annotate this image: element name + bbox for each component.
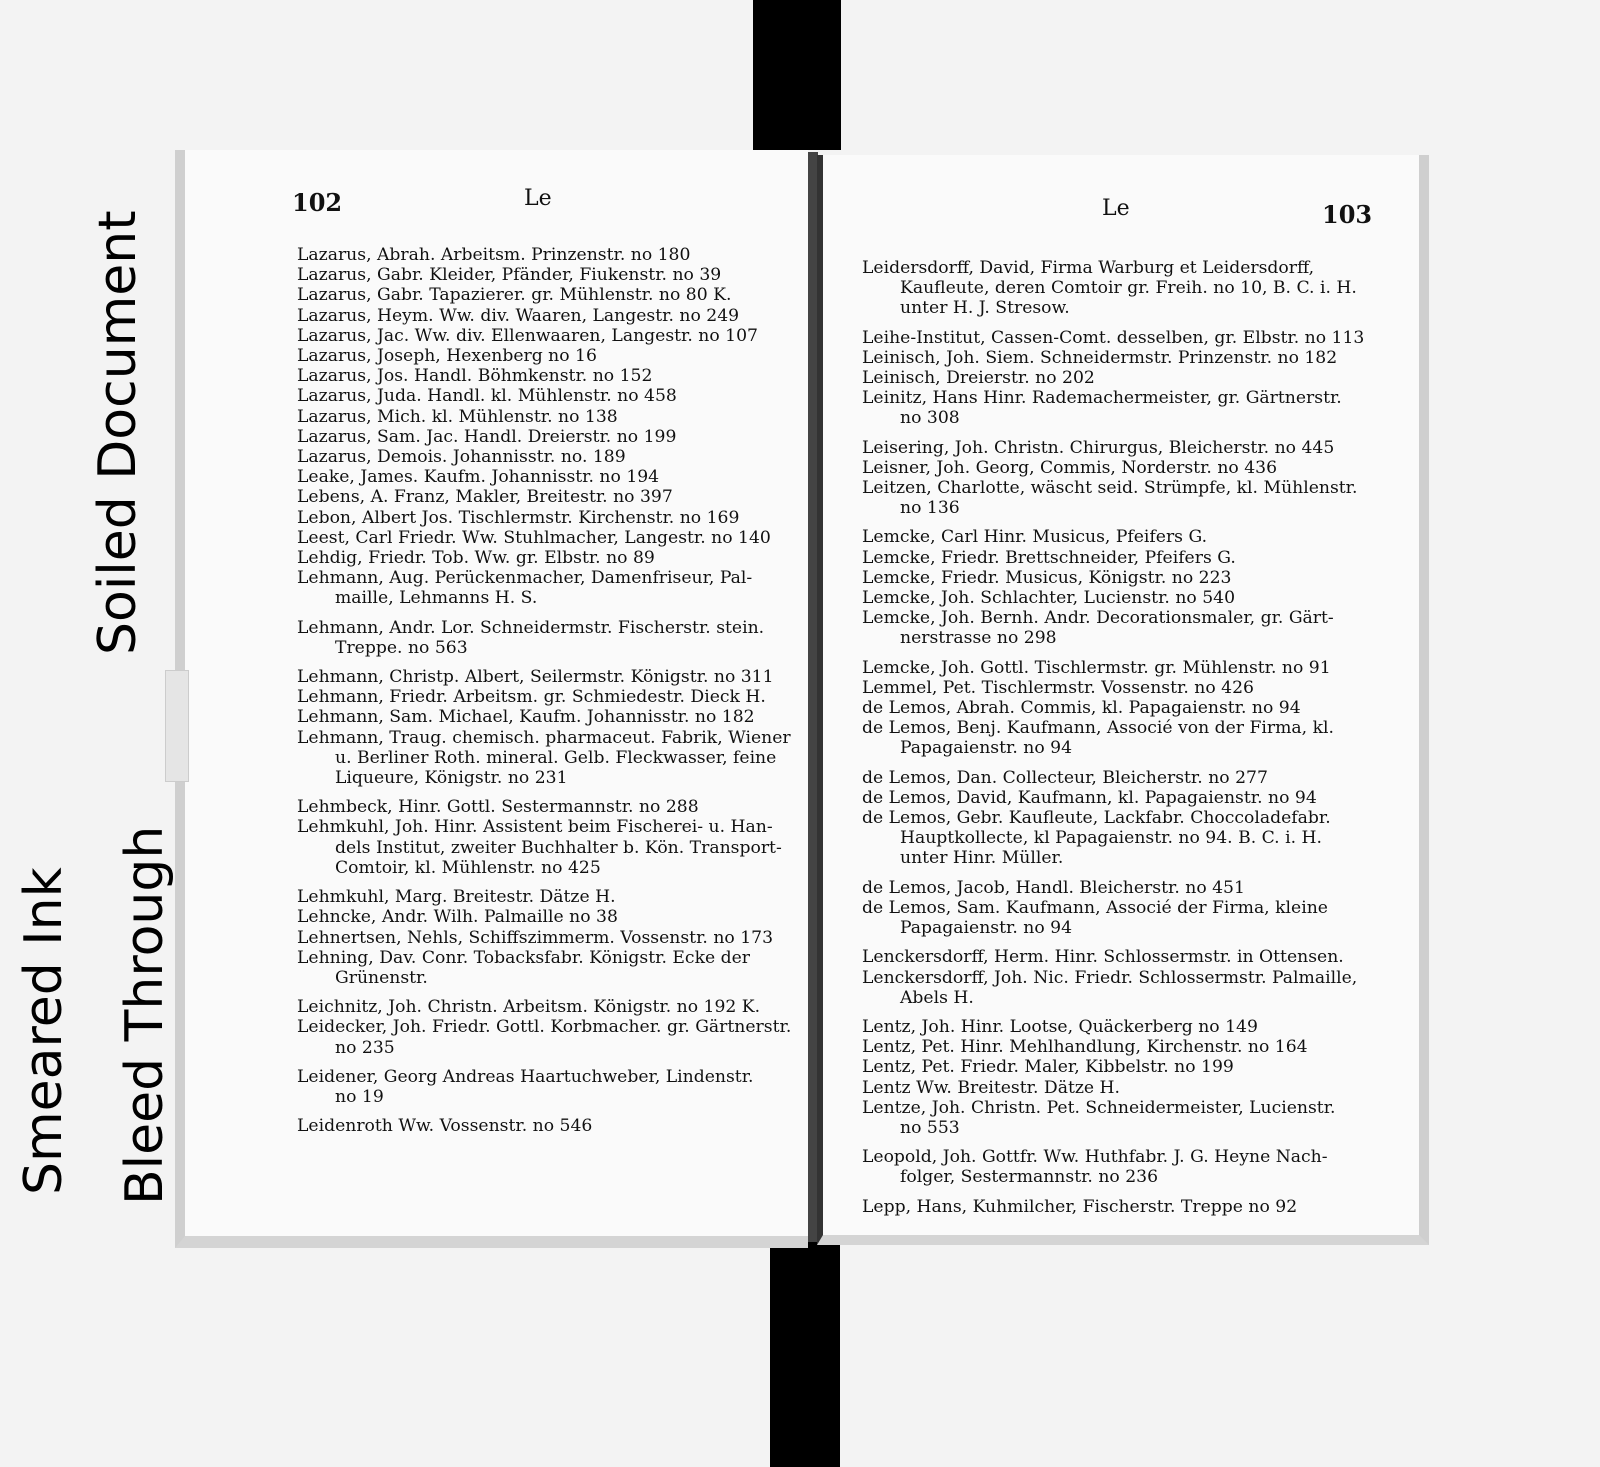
directory-entry: Lentz, Pet. Hinr. Mehlhandlung, Kirchenstr. no 164 xyxy=(862,1037,1308,1058)
directory-entry: Leest, Carl Friedr. Ww. Stuhlmacher, Langestr. no 140 xyxy=(297,527,771,548)
directory-entry: Lemmel, Pet. Tischlermstr. Vossenstr. no 426 xyxy=(862,677,1254,698)
directory-entry: Leidersdorff, David, Firma Warburg et Leidersdorff, xyxy=(862,258,1315,278)
directory-entry: Lehdig, Friedr. Tob. Ww. gr. Elbstr. no 89 xyxy=(297,548,655,569)
directory-entry: Leisner, Joh. Georg, Commis, Norderstr. no 436 xyxy=(862,457,1278,478)
directory-entry: Leinitz, Hans Hinr. Rademachermeister, gr. Gärtnerstr. xyxy=(862,388,1342,409)
directory-entry: Lepp, Hans, Kuhmilcher, Fischerstr. Treppe no 92 xyxy=(862,1196,1298,1217)
directory-entry: Lehning, Dav. Conr. Tobacksfabr. Königstr. Ecke der xyxy=(297,947,751,968)
directory-entry: de Lemos, David, Kaufmann, kl. Papagaienstr. no 94 xyxy=(862,787,1317,808)
directory-entry: Lazarus, Heym. Ww. div. Waaren, Langestr. no 249 xyxy=(297,305,740,326)
directory-entry: Leinisch, Dreierstr. no 202 xyxy=(862,368,1095,389)
directory-entry: Lazarus, Jac. Ww. div. Ellenwaaren, Langestr. no 107 xyxy=(297,325,758,346)
directory-entry: Leidecker, Joh. Friedr. Gottl. Korbmacher. gr. Gärtnerstr. xyxy=(297,1017,792,1038)
directory-entry: Lemcke, Carl Hinr. Musicus, Pfeifers G. xyxy=(862,527,1208,548)
directory-entry: Leidenroth Ww. Vossenstr. no 546 xyxy=(297,1116,593,1137)
directory-entry: Lebon, Albert Jos. Tischlermstr. Kirchenstr. no 169 xyxy=(297,507,740,528)
left-page-number: 102 xyxy=(292,188,343,217)
directory-entry: Lazarus, Joseph, Hexenberg no 16 xyxy=(297,346,597,367)
directory-entry: Leisering, Joh. Christn. Chirurgus, Bleicherstr. no 445 xyxy=(862,437,1335,458)
directory-entry: Lehmbeck, Hinr. Gottl. Sestermannstr. no 288 xyxy=(297,797,699,818)
directory-entry-continuation: Papagaienstr. no 94 xyxy=(900,918,1073,939)
directory-entry-continuation: dels Institut, zweiter Buchhalter b. Kön. Transport- xyxy=(335,837,782,858)
left-running-head: Le xyxy=(524,186,552,211)
directory-entry-continuation: Grünenstr. xyxy=(335,967,428,988)
left-entry-list xyxy=(297,245,797,1136)
directory-entry: Leake, James. Kaufm. Johannisstr. no 194 xyxy=(297,467,660,488)
directory-entry: Lehmann, Sam. Michael, Kaufm. Johannisstr. no 182 xyxy=(297,707,755,728)
binding-strip-top xyxy=(753,0,841,150)
directory-entry: Lehmkuhl, Marg. Breitestr. Dätze H. xyxy=(297,887,616,908)
directory-entry: Leihe-Institut, Cassen-Comt. desselben, gr. Elbstr. no 113 xyxy=(862,327,1365,348)
directory-entry-continuation: u. Berliner Roth. mineral. Gelb. Fleckwasser, feine xyxy=(335,747,777,768)
directory-entry-continuation: unter Hinr. Müller. xyxy=(900,848,1064,869)
directory-entry-continuation: no 553 xyxy=(900,1117,960,1138)
directory-entry: de Lemos, Jacob, Handl. Bleicherstr. no 451 xyxy=(862,877,1245,898)
directory-entry: Leopold, Joh. Gottfr. Ww. Huthfabr. J. G. Heyne Nach- xyxy=(862,1147,1328,1168)
directory-entry-continuation: Kaufleute, deren Comtoir gr. Freih. no 10, B. C. i. H. xyxy=(900,278,1357,299)
directory-entry: Lazarus, Gabr. Kleider, Pfänder, Fiukenstr. no 39 xyxy=(297,265,722,286)
directory-entry-continuation: unter H. J. Stresow. xyxy=(900,298,1070,319)
directory-entry-continuation: Hauptkollecte, kl Papagaienstr. no 94. B. C. i. H. xyxy=(900,828,1322,849)
directory-entry: Leidener, Georg Andreas Haartuchweber, Lindenstr. xyxy=(297,1066,754,1087)
directory-entry: de Lemos, Benj. Kaufmann, Associé von der Firma, kl. xyxy=(862,718,1334,739)
directory-entry: Lemcke, Joh. Schlachter, Lucienstr. no 540 xyxy=(862,588,1236,609)
directory-entry: Lehmann, Christp. Albert, Seilermstr. Königstr. no 311 xyxy=(297,667,774,688)
directory-entry: Lazarus, Juda. Handl. kl. Mühlenstr. no 458 xyxy=(297,386,677,407)
directory-entry: Lehnertsen, Nehls, Schiffszimmerm. Vossenstr. no 173 xyxy=(297,927,774,948)
directory-entry: Lentz, Pet. Friedr. Maler, Kibbelstr. no 199 xyxy=(862,1057,1234,1078)
directory-entry-continuation: Treppe. no 563 xyxy=(335,637,468,658)
directory-entry: de Lemos, Sam. Kaufmann, Associé der Firma, kleine xyxy=(862,897,1328,918)
directory-entry: Lebens, A. Franz, Makler, Breitestr. no 397 xyxy=(297,487,673,508)
directory-entry-continuation: Abels H. xyxy=(900,987,974,1008)
right-running-head: Le xyxy=(1102,196,1130,221)
directory-entry-continuation: folger, Sestermannstr. no 236 xyxy=(900,1167,1159,1188)
directory-entry: Lazarus, Jos. Handl. Böhmkenstr. no 152 xyxy=(297,366,653,387)
directory-entry-continuation: no 235 xyxy=(335,1037,395,1058)
directory-entry: Lentz, Joh. Hinr. Lootse, Quäckerberg no 149 xyxy=(862,1016,1258,1037)
directory-entry: Lehmann, Andr. Lor. Schneidermstr. Fischerstr. stein. xyxy=(297,617,765,638)
directory-entry: Lenckersdorff, Joh. Nic. Friedr. Schlossermstr. Palmaille, xyxy=(862,967,1358,988)
directory-entry: Lazarus, Mich. kl. Mühlenstr. no 138 xyxy=(297,406,618,427)
directory-entry: Lenckersdorff, Herm. Hinr. Schlossermstr. in Ottensen. xyxy=(862,947,1344,968)
directory-entry-continuation: no 19 xyxy=(335,1086,384,1107)
directory-entry: Leinisch, Joh. Siem. Schneidermstr. Prinzenstr. no 182 xyxy=(862,347,1338,368)
directory-entry-continuation: nerstrasse no 298 xyxy=(900,628,1057,649)
smeared-ink-label: Smeared Ink xyxy=(14,867,74,1195)
directory-entry-continuation: Papagaienstr. no 94 xyxy=(900,738,1073,759)
directory-entry: Lazarus, Abrah. Arbeitsm. Prinzenstr. no 180 xyxy=(297,245,691,265)
directory-entry: Lazarus, Gabr. Tapazierer. gr. Mühlenstr. no 80 K. xyxy=(297,285,732,306)
directory-entry: Leichnitz, Joh. Christn. Arbeitsm. Königstr. no 192 K. xyxy=(297,997,761,1018)
directory-entry: Leitzen, Charlotte, wäscht seid. Strümpfe, kl. Mühlenstr. xyxy=(862,478,1358,499)
directory-entry: Lazarus, Sam. Jac. Handl. Dreierstr. no 199 xyxy=(297,426,677,447)
directory-entry-continuation: no 136 xyxy=(900,498,960,519)
directory-entry: Lemcke, Friedr. Musicus, Königstr. no 223 xyxy=(862,567,1232,588)
binding-strip-bottom xyxy=(770,1235,840,1467)
directory-entry: Lehncke, Andr. Wilh. Palmaille no 38 xyxy=(297,907,618,928)
directory-entry: Lemcke, Joh. Bernh. Andr. Decorationsmaler, gr. Gärt- xyxy=(862,608,1334,629)
directory-entry: Lehmann, Friedr. Arbeitsm. gr. Schmiedestr. Dieck H. xyxy=(297,687,766,708)
right-entry-list xyxy=(862,258,1392,1217)
directory-entry-continuation: Liqueure, Königstr. no 231 xyxy=(335,768,568,789)
right-page-number: 103 xyxy=(1322,200,1373,229)
directory-entry: Lemcke, Joh. Gottl. Tischlermstr. gr. Mühlenstr. no 91 xyxy=(862,657,1331,678)
directory-entry: Lentze, Joh. Christn. Pet. Schneidermeister, Lucienstr. xyxy=(862,1097,1336,1118)
bleed-through-label: Bleed Through xyxy=(115,825,175,1205)
soiled-document-label: Soiled Document xyxy=(88,210,148,655)
directory-entry: Lazarus, Demois. Johannisstr. no. 189 xyxy=(297,447,626,468)
directory-entry: de Lemos, Abrah. Commis, kl. Papagaienstr. no 94 xyxy=(862,698,1301,719)
directory-entry: Lemcke, Friedr. Brettschneider, Pfeifers G. xyxy=(862,547,1236,568)
directory-entry-continuation: Comtoir, kl. Mühlenstr. no 425 xyxy=(335,857,601,878)
directory-entry: Lehmkuhl, Joh. Hinr. Assistent beim Fischerei- u. Han- xyxy=(297,817,773,838)
directory-entry: de Lemos, Dan. Collecteur, Bleicherstr. no 277 xyxy=(862,767,1268,788)
directory-entry: de Lemos, Gebr. Kaufleute, Lackfabr. Choccoladefabr. xyxy=(862,808,1331,829)
page-clip xyxy=(165,670,189,782)
directory-entry: Lehmann, Aug. Perückenmacher, Damenfriseur, Pal- xyxy=(297,568,753,589)
directory-entry-continuation: no 308 xyxy=(900,408,960,429)
directory-entry-continuation: maille, Lehmanns H. S. xyxy=(335,588,538,609)
directory-entry: Lentz Ww. Breitestr. Dätze H. xyxy=(862,1077,1120,1098)
directory-entry: Lehmann, Traug. chemisch. pharmaceut. Fabrik, Wiener xyxy=(297,727,791,748)
